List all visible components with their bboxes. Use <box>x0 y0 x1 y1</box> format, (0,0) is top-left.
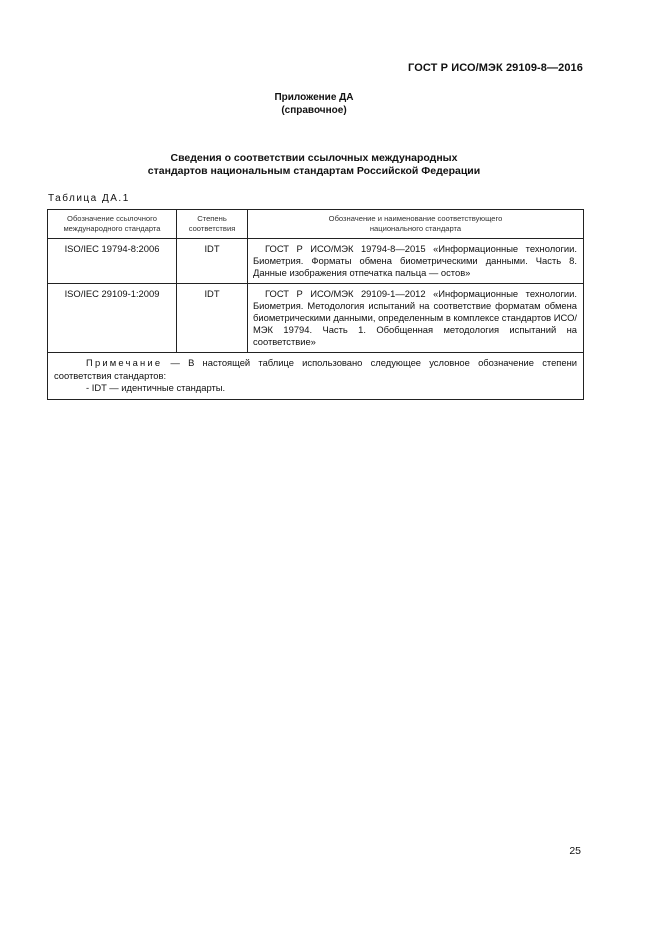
correspondence-table-wrapper <box>47 209 583 400</box>
cell-international-standard: ISO/IEC 29109-1:2009 <box>48 284 177 353</box>
note-label: Примечание <box>86 357 163 368</box>
appendix-title: Приложение ДА <box>274 92 354 103</box>
cell-international-standard: ISO/IEC 19794-8:2006 <box>48 239 177 284</box>
page-number: 25 <box>569 845 581 857</box>
section-heading <box>0 152 628 178</box>
cell-degree: IDT <box>177 239 248 284</box>
column-header-degree: Степень соответствия <box>177 210 248 239</box>
note-text: — В настоящей таблице использовано следующее условное обозначение степени соответствия стандартов: <box>54 357 577 381</box>
table-note <box>48 353 584 400</box>
section-heading-line-2: стандартов национальным стандартам Российской Федерации <box>147 165 481 177</box>
section-heading-line-1: Сведения о соответствии ссылочных международных <box>170 152 458 164</box>
cell-national-standard: ГОСТ Р ИСО/МЭК 19794-8—2015 «Информационные технологии. Биометрия. Форматы обмена биометрическими данными. Часть 8. Данные изображения отпечатка пальца — остов» <box>248 239 584 284</box>
column-header-national: Обозначение и наименование соответствующего национального стандарта <box>248 210 584 239</box>
column-header-international: Обозначение ссылочного международного стандарта <box>48 210 177 239</box>
appendix-header <box>0 91 628 117</box>
table-header-row <box>48 210 584 239</box>
appendix-subtitle: (справочное) <box>281 105 347 116</box>
table-row <box>48 239 584 284</box>
cell-degree: IDT <box>177 284 248 353</box>
table-caption: Таблица ДА.1 <box>48 193 130 204</box>
table-row <box>48 284 584 353</box>
document-code: ГОСТ Р ИСО/МЭК 29109-8—2016 <box>408 62 583 74</box>
table-note-row <box>48 353 584 400</box>
correspondence-table <box>47 209 584 400</box>
cell-national-standard: ГОСТ Р ИСО/МЭК 29109-1—2012 «Информационные технологии. Биометрия. Методология испытаний на соответствие форматам обмена биометрическими данными, определенным в комплексе стандартов ИСО/МЭК 19794. Часть 1. Обобщенная методология испытаний на соответствие» <box>248 284 584 353</box>
note-item: - IDT — идентичные стандарты. <box>86 382 226 393</box>
